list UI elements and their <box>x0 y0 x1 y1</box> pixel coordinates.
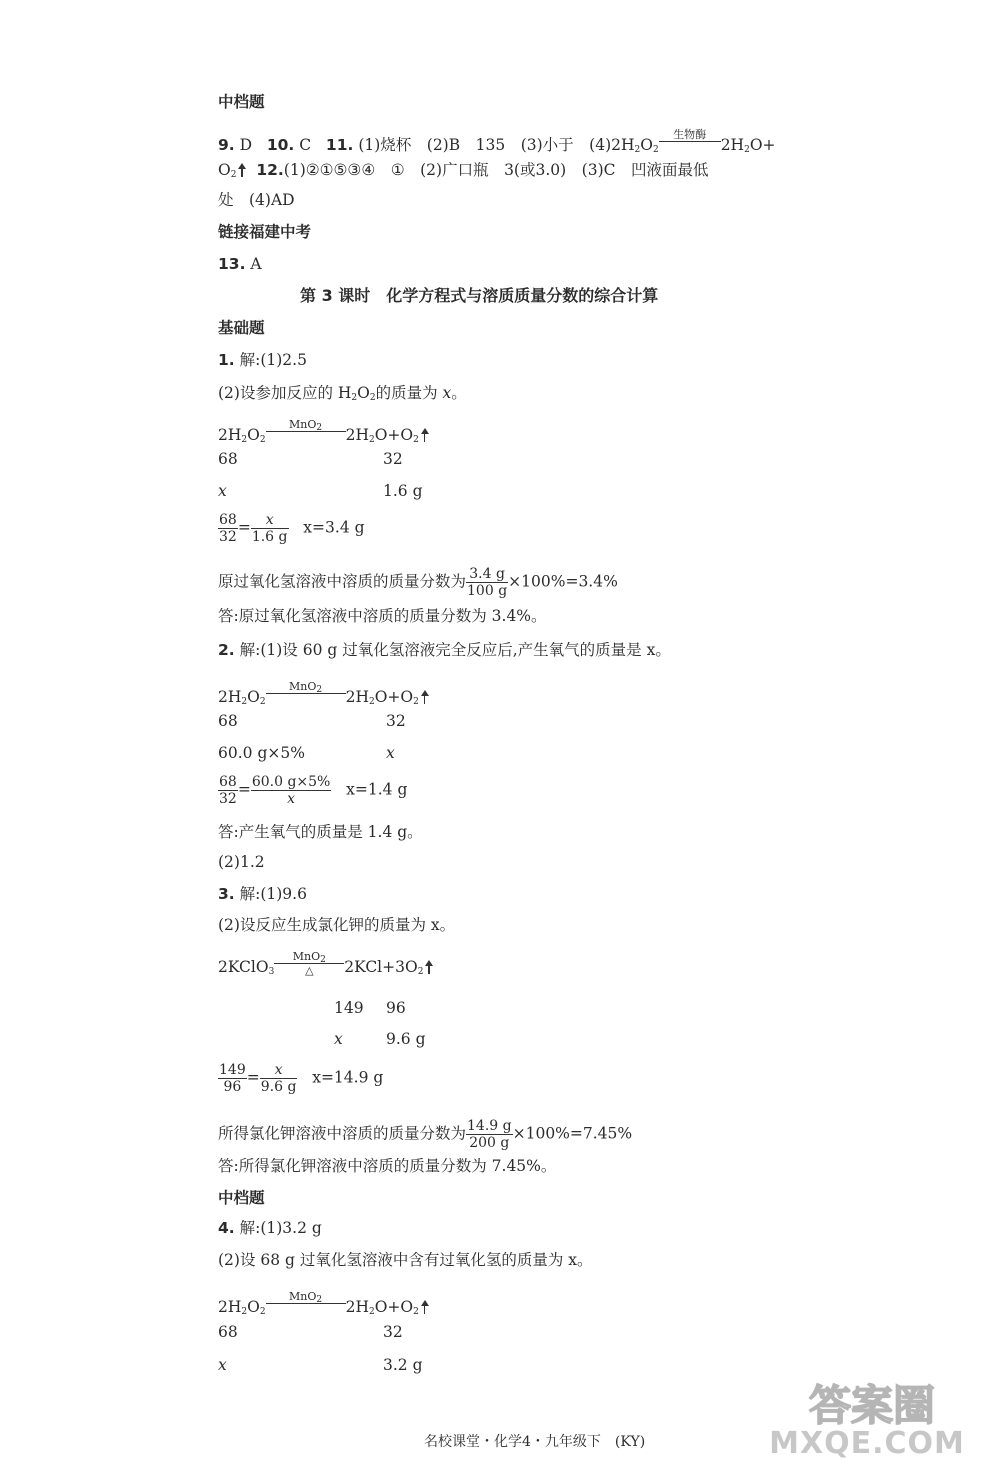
equation-4: $2H_2O_2$ MnO$_2$ $2H_2O+O_2$ <box>218 1290 429 1317</box>
gas-arrow-icon <box>421 1300 429 1314</box>
answer-12: (1)②①⑤③④ ① (2)广口瓶 3(或3.0) (3)C 凹液面最低 <box>283 161 709 179</box>
unknown-x: x <box>218 482 227 500</box>
answer-10: C <box>299 136 312 154</box>
unknown-x: x <box>334 1030 343 1048</box>
answer-line-9-11: 9. D 10. C 11. (1)烧杯 (2)B 135 (3)小于 $(4)2H_2O_2$ 生物酶 $2H_2O+$ <box>218 128 776 155</box>
ratio-68: 68 <box>218 712 238 730</box>
mass-value: 1.6 g <box>383 482 423 500</box>
equation-2: $2H_2O_2$ MnO$_2$ $2H_2O+O_2$ <box>218 680 429 707</box>
problem-2-part1: 2. 解:(1)设 60 g 过氧化氢溶液完全反应后,产生氧气的质量是 x。 <box>218 641 671 659</box>
mass-value: 3.2 g <box>383 1356 423 1374</box>
unknown-x: x <box>386 744 395 762</box>
answer-13: A <box>250 255 262 273</box>
unknown-x: x <box>218 1356 227 1374</box>
gas-arrow-icon <box>425 960 433 974</box>
section-heading-basic: 基础题 <box>218 319 265 337</box>
answer-line-13: 13. A <box>218 255 262 273</box>
section-heading-mid: 中档题 <box>218 93 265 111</box>
watermark-url: MXQE.COM <box>769 1426 965 1461</box>
lesson-title: 第 3 课时 化学方程式与溶质质量分数的综合计算 <box>300 286 659 305</box>
answer-line-12-end: 处 (4)AD <box>218 191 295 209</box>
watermark-title: 答案圈 <box>808 1381 935 1430</box>
proportion-1: $\frac{68}{32}$ = $\frac{x}{1.6 g}$ x=3.4 g <box>219 512 365 545</box>
answer-1: 答:原过氧化氢溶液中溶质的质量分数为 3.4%。 <box>218 607 547 625</box>
section-heading-link: 链接福建中考 <box>218 223 312 241</box>
percent-line-3: 所得氯化钾溶液中溶质的质量分数为 $\frac{14.9 g}{200 g}$ ×100%=7.45% <box>218 1118 633 1151</box>
answer-line-12: $O_2$ 12.(1)②①⑤③④ ① (2)广口瓶 3(或3.0) (3)C 凹液面最低 <box>218 161 709 180</box>
problem-1-part1: 1. 解:(1)2.5 <box>218 351 307 369</box>
answer-3: 答:所得氯化钾溶液中溶质的质量分数为 7.45%。 <box>218 1157 557 1175</box>
percent-line-1: 原过氧化氢溶液中溶质的质量分数为 $\frac{3.4 g}{100 g}$ ×100%=3.4% <box>218 566 618 599</box>
reaction-condition: 生物酶 <box>659 128 721 155</box>
mass-value: 60.0 g×5% <box>218 744 305 762</box>
answer-11: (1)烧杯 (2)B 135 (3)小于 (4)2H <box>358 136 635 154</box>
proportion-3: $\frac{149}{96}$ = $\frac{x}{9.6 g}$ x=14.9 g <box>219 1062 384 1095</box>
gas-arrow-icon <box>421 690 429 704</box>
proportion-2: $\frac{68}{32}$ = $\frac{60.0 g\times 5\%}{x}$ x=1.4 g <box>219 774 408 807</box>
answer-2: 答:产生氧气的质量是 1.4 g。 <box>218 823 423 841</box>
problem-2-part2: (2)1.2 <box>218 853 265 871</box>
ratio-68: 68 <box>218 1323 238 1341</box>
answer-9: D <box>239 136 253 154</box>
equation-3: 2KClO$_3$ MnO$_2$ △ $2KCl+3O_2$ <box>218 950 433 977</box>
page-footer: 名校课堂・化学4・九年级下 (KY) <box>424 1434 646 1450</box>
ratio-68: 68 <box>218 450 238 468</box>
problem-3-part2: (2)设反应生成氯化钾的质量为 x。 <box>218 916 456 934</box>
ratio-32: 32 <box>383 450 403 468</box>
problem-3-part1: 3. 解:(1)9.6 <box>218 885 307 903</box>
ratio-96: 96 <box>386 999 406 1017</box>
problem-4-part1: 4. 解:(1)3.2 g <box>218 1219 322 1237</box>
watermark-logo <box>752 1373 982 1465</box>
gas-arrow-icon <box>421 428 429 442</box>
problem-4-part2: (2)设 68 g 过氧化氢溶液中含有过氧化氢的质量为 x。 <box>218 1251 593 1269</box>
equation-1: $2H_2O_2$ MnO$_2$ $2H_2O+O_2$ <box>218 418 429 445</box>
gas-arrow-icon <box>238 163 246 177</box>
ratio-149: 149 <box>334 999 364 1017</box>
ratio-32: 32 <box>386 712 406 730</box>
mass-value: 9.6 g <box>386 1030 426 1048</box>
section-heading-mid-2: 中档题 <box>218 1189 265 1207</box>
ratio-32: 32 <box>383 1323 403 1341</box>
problem-1-part2: (2)设参加反应的 $H_2O_2$的质量为 x。 <box>218 384 467 403</box>
